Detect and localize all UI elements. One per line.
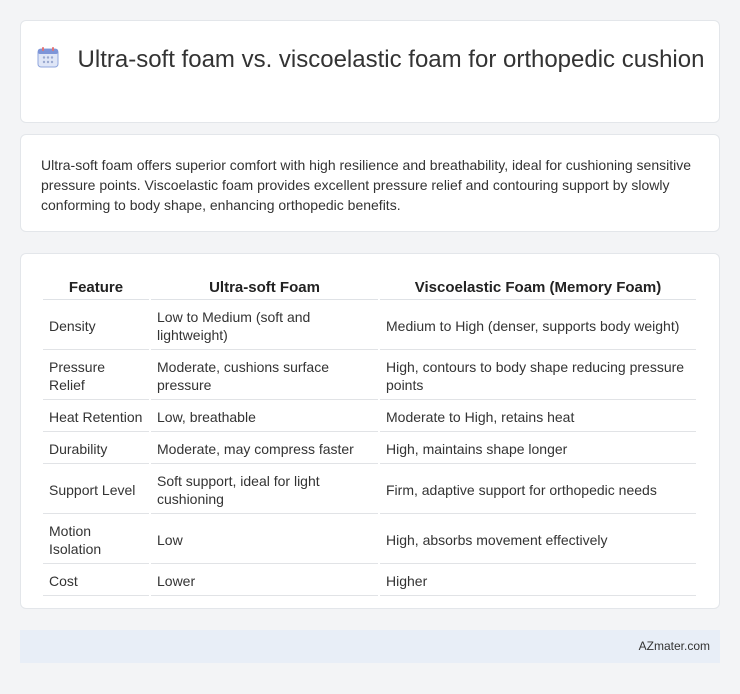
comparison-table-card xyxy=(20,253,720,609)
table-row xyxy=(43,402,696,432)
page-title-wrap xyxy=(21,45,719,75)
row-ultra-soft-value: Lower xyxy=(151,566,378,596)
title-card xyxy=(20,20,720,123)
row-feature: Cost xyxy=(43,566,149,596)
row-ultra-soft-value: Low to Medium (soft and lightweight) xyxy=(151,302,378,350)
footer-bar xyxy=(20,630,720,663)
row-ultra-soft-value: Moderate, cushions surface pressure xyxy=(151,352,378,400)
row-feature: Heat Retention xyxy=(43,402,149,432)
table-row xyxy=(43,352,696,400)
row-ultra-soft-value: Moderate, may compress faster xyxy=(151,434,378,464)
summary-text: Ultra-soft foam offers superior comfort with high resilience and breathability, ideal for cushioning sensitive pressure points. Viscoelastic foam provides excellent pressure relief and contouring support by slowly conforming to body shape, enhancing orthopedic benefits. xyxy=(41,157,692,213)
summary-card xyxy=(20,134,720,232)
table-row xyxy=(43,466,696,514)
row-ultra-soft-value: Soft support, ideal for light cushioning xyxy=(151,466,378,514)
table-row xyxy=(43,516,696,564)
header-ultra-soft-foam: Ultra-soft Foam xyxy=(151,276,378,300)
row-viscoelastic-value: High, absorbs movement effectively xyxy=(380,516,696,564)
row-feature: Motion Isolation xyxy=(43,516,149,564)
table-row xyxy=(43,566,696,596)
row-viscoelastic-value: Moderate to High, retains heat xyxy=(380,402,696,432)
row-ultra-soft-value: Low, breathable xyxy=(151,402,378,432)
footer-site-name: AZmater.com xyxy=(638,639,710,653)
row-viscoelastic-value: Medium to High (denser, supports body weight) xyxy=(380,302,696,350)
row-viscoelastic-value: Firm, adaptive support for orthopedic needs xyxy=(380,466,696,514)
table-row xyxy=(43,434,696,464)
row-ultra-soft-value: Low xyxy=(151,516,378,564)
row-viscoelastic-value: High, maintains shape longer xyxy=(380,434,696,464)
row-feature: Support Level xyxy=(43,466,149,514)
table-row xyxy=(43,302,696,350)
header-viscoelastic-foam: Viscoelastic Foam (Memory Foam) xyxy=(380,276,696,300)
table-header-row xyxy=(43,276,696,300)
row-feature: Density xyxy=(43,302,149,350)
calendar-icon xyxy=(36,45,60,69)
comparison-table xyxy=(41,274,698,598)
header-feature: Feature xyxy=(43,276,149,300)
page-title: Ultra-soft foam vs. viscoelastic foam for orthopedic cushion xyxy=(77,46,705,73)
row-feature: Pressure Relief xyxy=(43,352,149,400)
row-viscoelastic-value: High, contours to body shape reducing pressure points xyxy=(380,352,696,400)
row-feature: Durability xyxy=(43,434,149,464)
row-viscoelastic-value: Higher xyxy=(380,566,696,596)
